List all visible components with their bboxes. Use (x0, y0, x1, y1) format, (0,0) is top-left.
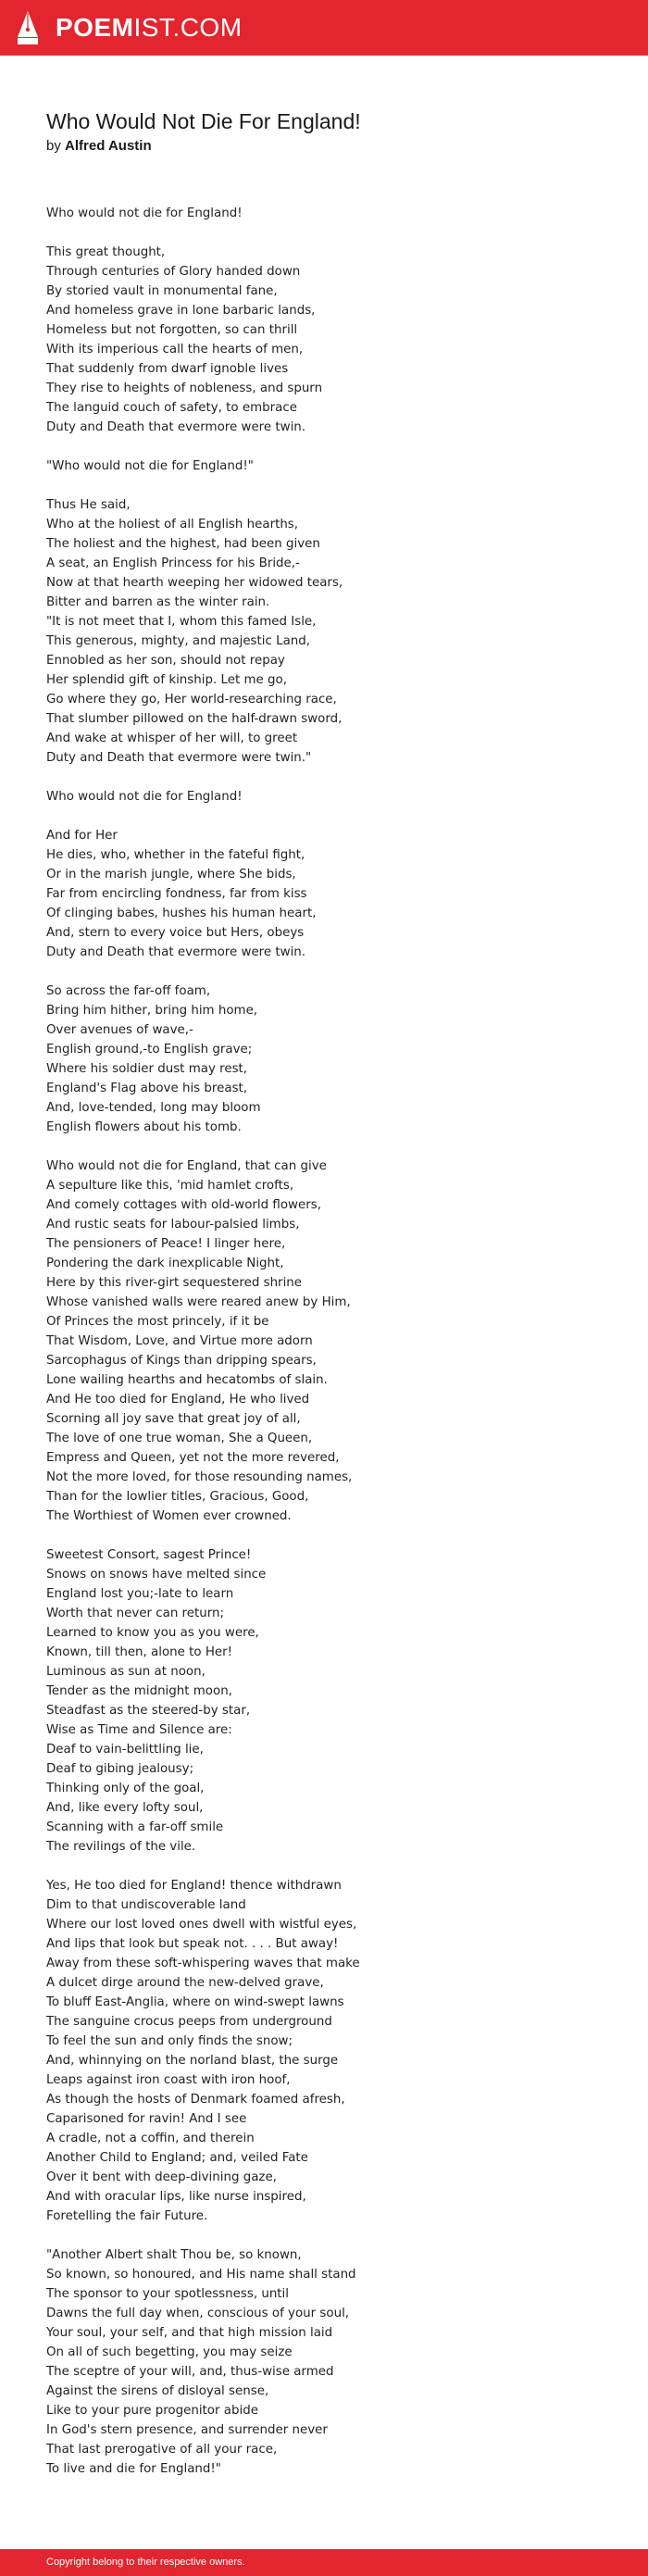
site-header (0, 0, 648, 56)
poem-line: Leaps against iron coast with iron hoof, (46, 2073, 291, 2087)
poem-line: Thinking only of the goal, (46, 1782, 205, 1795)
poem-line: Over avenues of wave,- (46, 1023, 193, 1037)
poem-line: This great thought, (46, 245, 166, 259)
poem-line: With its imperious call the hearts of men, (46, 343, 304, 356)
poem-line: Pondering the dark inexplicable Night, (46, 1257, 284, 1270)
poem-line: In God's stern presence, and surrender never (46, 2423, 328, 2437)
poem-line: Wise as Time and Silence are: (46, 1723, 232, 1737)
poem-line: Tender as the midnight moon, (46, 1684, 232, 1698)
poem-line: Who would not die for England! (46, 790, 243, 804)
poem-line: That slumber pillowed on the half-drawn sword, (46, 712, 343, 726)
poem-title: Who Would Not Die For England! (46, 109, 361, 133)
poem-line: Your soul, your self, and that high mission laid (46, 2326, 333, 2340)
poem-stanza (46, 204, 620, 223)
poem-line: Over it bent with deep-divining gaze, (46, 2170, 277, 2184)
poem-line: And homeless grave in lone barbaric lands, (46, 304, 316, 318)
poem-line: Go where they go, Her world-researching race, (46, 693, 337, 707)
poem-line: And lips that look but speak not. . . . But away! (46, 1937, 339, 1951)
site-footer (0, 2549, 648, 2576)
poem-stanza (46, 2245, 620, 2479)
poem-line: The sceptre of your will, and, thus-wise armed (46, 2365, 334, 2379)
poem-line: Learned to know you as you were, (46, 1626, 259, 1640)
poem-line: The love of one true woman, She a Queen, (46, 1432, 313, 1445)
poem-line: Yes, He too died for England! thence withdrawn (46, 1879, 342, 1893)
poem-line: So across the far-off foam, (46, 984, 211, 998)
poem-line: Bitter and barren as the winter rain. (46, 595, 270, 609)
poem-line: The revilings of the vile. (46, 1840, 196, 1854)
poem-line: Another Child to England; and, veiled Fate (46, 2151, 308, 2165)
poem-line: And with oracular lips, like nurse inspired, (46, 2190, 306, 2204)
poem-line: Now at that hearth weeping her widowed tears, (46, 576, 343, 590)
poem-line: On all of such begetting, you may seize (46, 2345, 293, 2359)
poem-line: "Another Albert shalt Thou be, so known, (46, 2248, 302, 2262)
poem-line: "It is not meet that I, whom this famed Isle, (46, 615, 317, 629)
poem-line: And wake at whisper of her will, to greet (46, 732, 298, 745)
poem-line: The Worthiest of Women ever crowned. (46, 1509, 292, 1523)
poem-line: Whose vanished walls were reared anew by Him, (46, 1295, 351, 1309)
poem-line: A sepulture like this, 'mid hamlet crofts, (46, 1179, 294, 1193)
poem-line: Scorning all joy save that great joy of all, (46, 1412, 301, 1426)
poem-line: Who would not die for England! (46, 206, 243, 220)
poem-line: Scanning with a far-off smile (46, 1820, 224, 1834)
poem-line: Sarcophagus of Kings than dripping spears, (46, 1354, 317, 1368)
poem-line: And comely cottages with old-world flowers, (46, 1198, 321, 1212)
poem-line: To bluff East-Anglia, where on wind-swept lawns (46, 1995, 344, 2009)
poem-line: Where our lost loved ones dwell with wistful eyes, (46, 1918, 357, 1932)
poem-line: Luminous as sun at noon, (46, 1665, 206, 1679)
poem-line: Dawns the full day when, conscious of your soul, (46, 2307, 350, 2320)
poem-line: Who would not die for England, that can give (46, 1159, 327, 1173)
poem-stanza (46, 826, 620, 962)
logo-bold-text: POEM (56, 13, 134, 42)
poem-stanza (46, 1545, 620, 1857)
poem-line: Where his soldier dust may rest, (46, 1062, 248, 1076)
poem-line: Not the more loved, for those resounding names, (46, 1470, 353, 1484)
poem-line: The pensioners of Peace! I linger here, (46, 1237, 286, 1251)
poem-line: A dulcet dirge around the new-delved grave, (46, 1976, 324, 1990)
poem-line: A cradle, not a coffin, and therein (46, 2132, 255, 2145)
author-link[interactable]: Alfred Austin (65, 138, 152, 154)
byline-prefix: by (46, 138, 66, 154)
poem-line: And, love-tended, long may bloom (46, 1101, 261, 1115)
poem-line: As though the hosts of Denmark foamed afresh, (46, 2093, 345, 2107)
poem-line: That suddenly from dwarf ignoble lives (46, 362, 289, 376)
poem-line: Away from these soft-whispering waves that make (46, 1957, 360, 1970)
poem-line: To live and die for England!" (46, 2462, 221, 2476)
poem-line: He dies, who, whether in the fateful fight, (46, 848, 305, 862)
poem-line: England lost you;-late to learn (46, 1587, 234, 1601)
poem-line: England's Flag above his breast, (46, 1082, 248, 1095)
poem-body (46, 204, 620, 2498)
poem-line: Her splendid gift of kinship. Let me go, (46, 673, 287, 687)
poem-line: The sanguine crocus peeps from underground (46, 2015, 332, 2029)
copyright-text: Copyright belong to their respective owners. (46, 2557, 245, 2568)
poem-line: The sponsor to your spotlessness, until (46, 2287, 290, 2301)
poem-line: A seat, an English Princess for his Bride,- (46, 556, 300, 570)
poem-stanza (46, 243, 620, 437)
poem-line: The languid couch of safety, to embrace (46, 401, 297, 415)
poem-line: Or in the marish jungle, where She bids, (46, 868, 296, 882)
poem-line: Empress and Queen, yet not the more revered, (46, 1451, 340, 1465)
poem-line: Deaf to gibing jealousy; (46, 1762, 194, 1776)
poem-stanza (46, 1876, 620, 2226)
poem-stanza (46, 1157, 620, 1526)
poem-line: Known, till then, alone to Her! (46, 1645, 233, 1659)
poem-line: Dim to that undiscoverable land (46, 1898, 246, 1912)
poem-line: And He too died for England, He who lived (46, 1393, 310, 1407)
poem-line: Homeless but not forgotten, so can thrill (46, 323, 298, 337)
poem-line: And for Her (46, 829, 118, 843)
poem-line: Deaf to vain-belittling lie, (46, 1743, 204, 1757)
byline (46, 137, 152, 156)
poem-line: Duty and Death that evermore were twin. (46, 945, 306, 959)
poem-line: Of clinging babes, hushes his human heart, (46, 907, 317, 920)
poem-line: To feel the sun and only finds the snow; (46, 2034, 293, 2048)
poem-line: By storied vault in monumental fane, (46, 284, 278, 298)
poem-line: The holiest and the highest, had been given (46, 537, 320, 551)
poem-line: Lone wailing hearths and hecatombs of slain. (46, 1373, 328, 1387)
poem-line: And, whinnying on the norland blast, the surge (46, 2054, 339, 2068)
poem-line: And rustic seats for labour-palsied limbs, (46, 1218, 300, 1232)
poem-line: Ennobled as her son, should not repay (46, 654, 285, 668)
poem-line: Who at the holiest of all English hearths, (46, 518, 299, 531)
poem-line: Of Princes the most princely, if it be (46, 1315, 269, 1329)
poem-line: Thus He said, (46, 498, 131, 512)
poem-line: Far from encircling fondness, far from kiss (46, 887, 307, 901)
poem-line: Duty and Death that evermore were twin." (46, 751, 312, 765)
logo-light-text: IST.COM (133, 13, 243, 42)
poem-line: And, like every lofty soul, (46, 1801, 204, 1815)
site-logo[interactable] (56, 12, 243, 44)
poem-line: So known, so honoured, and His name shall stand (46, 2268, 356, 2282)
poem-stanza (46, 787, 620, 807)
pen-nib-icon[interactable] (16, 9, 40, 46)
poem-line: Duty and Death that evermore were twin. (46, 420, 306, 434)
poem-line: Than for the lowlier titles, Gracious, Good, (46, 1490, 309, 1504)
poem-line: Snows on snows have melted since (46, 1568, 267, 1582)
poem-line: Steadfast as the steered-by star, (46, 1704, 251, 1718)
poem-stanza (46, 495, 620, 768)
poem-stanza (46, 982, 620, 1137)
poem-line: And, stern to every voice but Hers, obeys (46, 926, 305, 940)
poem-line: Bring him hither, bring him home, (46, 1004, 258, 1018)
poem-line: They rise to heights of nobleness, and spurn (46, 381, 323, 395)
poem-line: Through centuries of Glory handed down (46, 265, 301, 279)
poem-line: Against the sirens of disloyal sense, (46, 2384, 269, 2398)
poem-line: "Who would not die for England!" (46, 459, 254, 473)
poem-line: Sweetest Consort, sagest Prince! (46, 1548, 252, 1562)
poem-line: English ground,-to English grave; (46, 1043, 253, 1057)
poem-line: Foretelling the fair Future. (46, 2209, 208, 2223)
poem-line: Caparisoned for ravin! And I see (46, 2112, 247, 2126)
poem-line: English flowers about his tomb. (46, 1120, 242, 1134)
poem-line: That Wisdom, Love, and Virtue more adorn (46, 1334, 313, 1348)
poem-line: That last prerogative of all your race, (46, 2443, 278, 2457)
poem-line: This generous, mighty, and majestic Land, (46, 634, 311, 648)
poem-stanza (46, 456, 620, 476)
poem-line: Worth that never can return; (46, 1607, 225, 1620)
poem-line: Here by this river-girt sequestered shrine (46, 1276, 303, 1290)
poem-line: Like to your pure progenitor abide (46, 2404, 258, 2418)
